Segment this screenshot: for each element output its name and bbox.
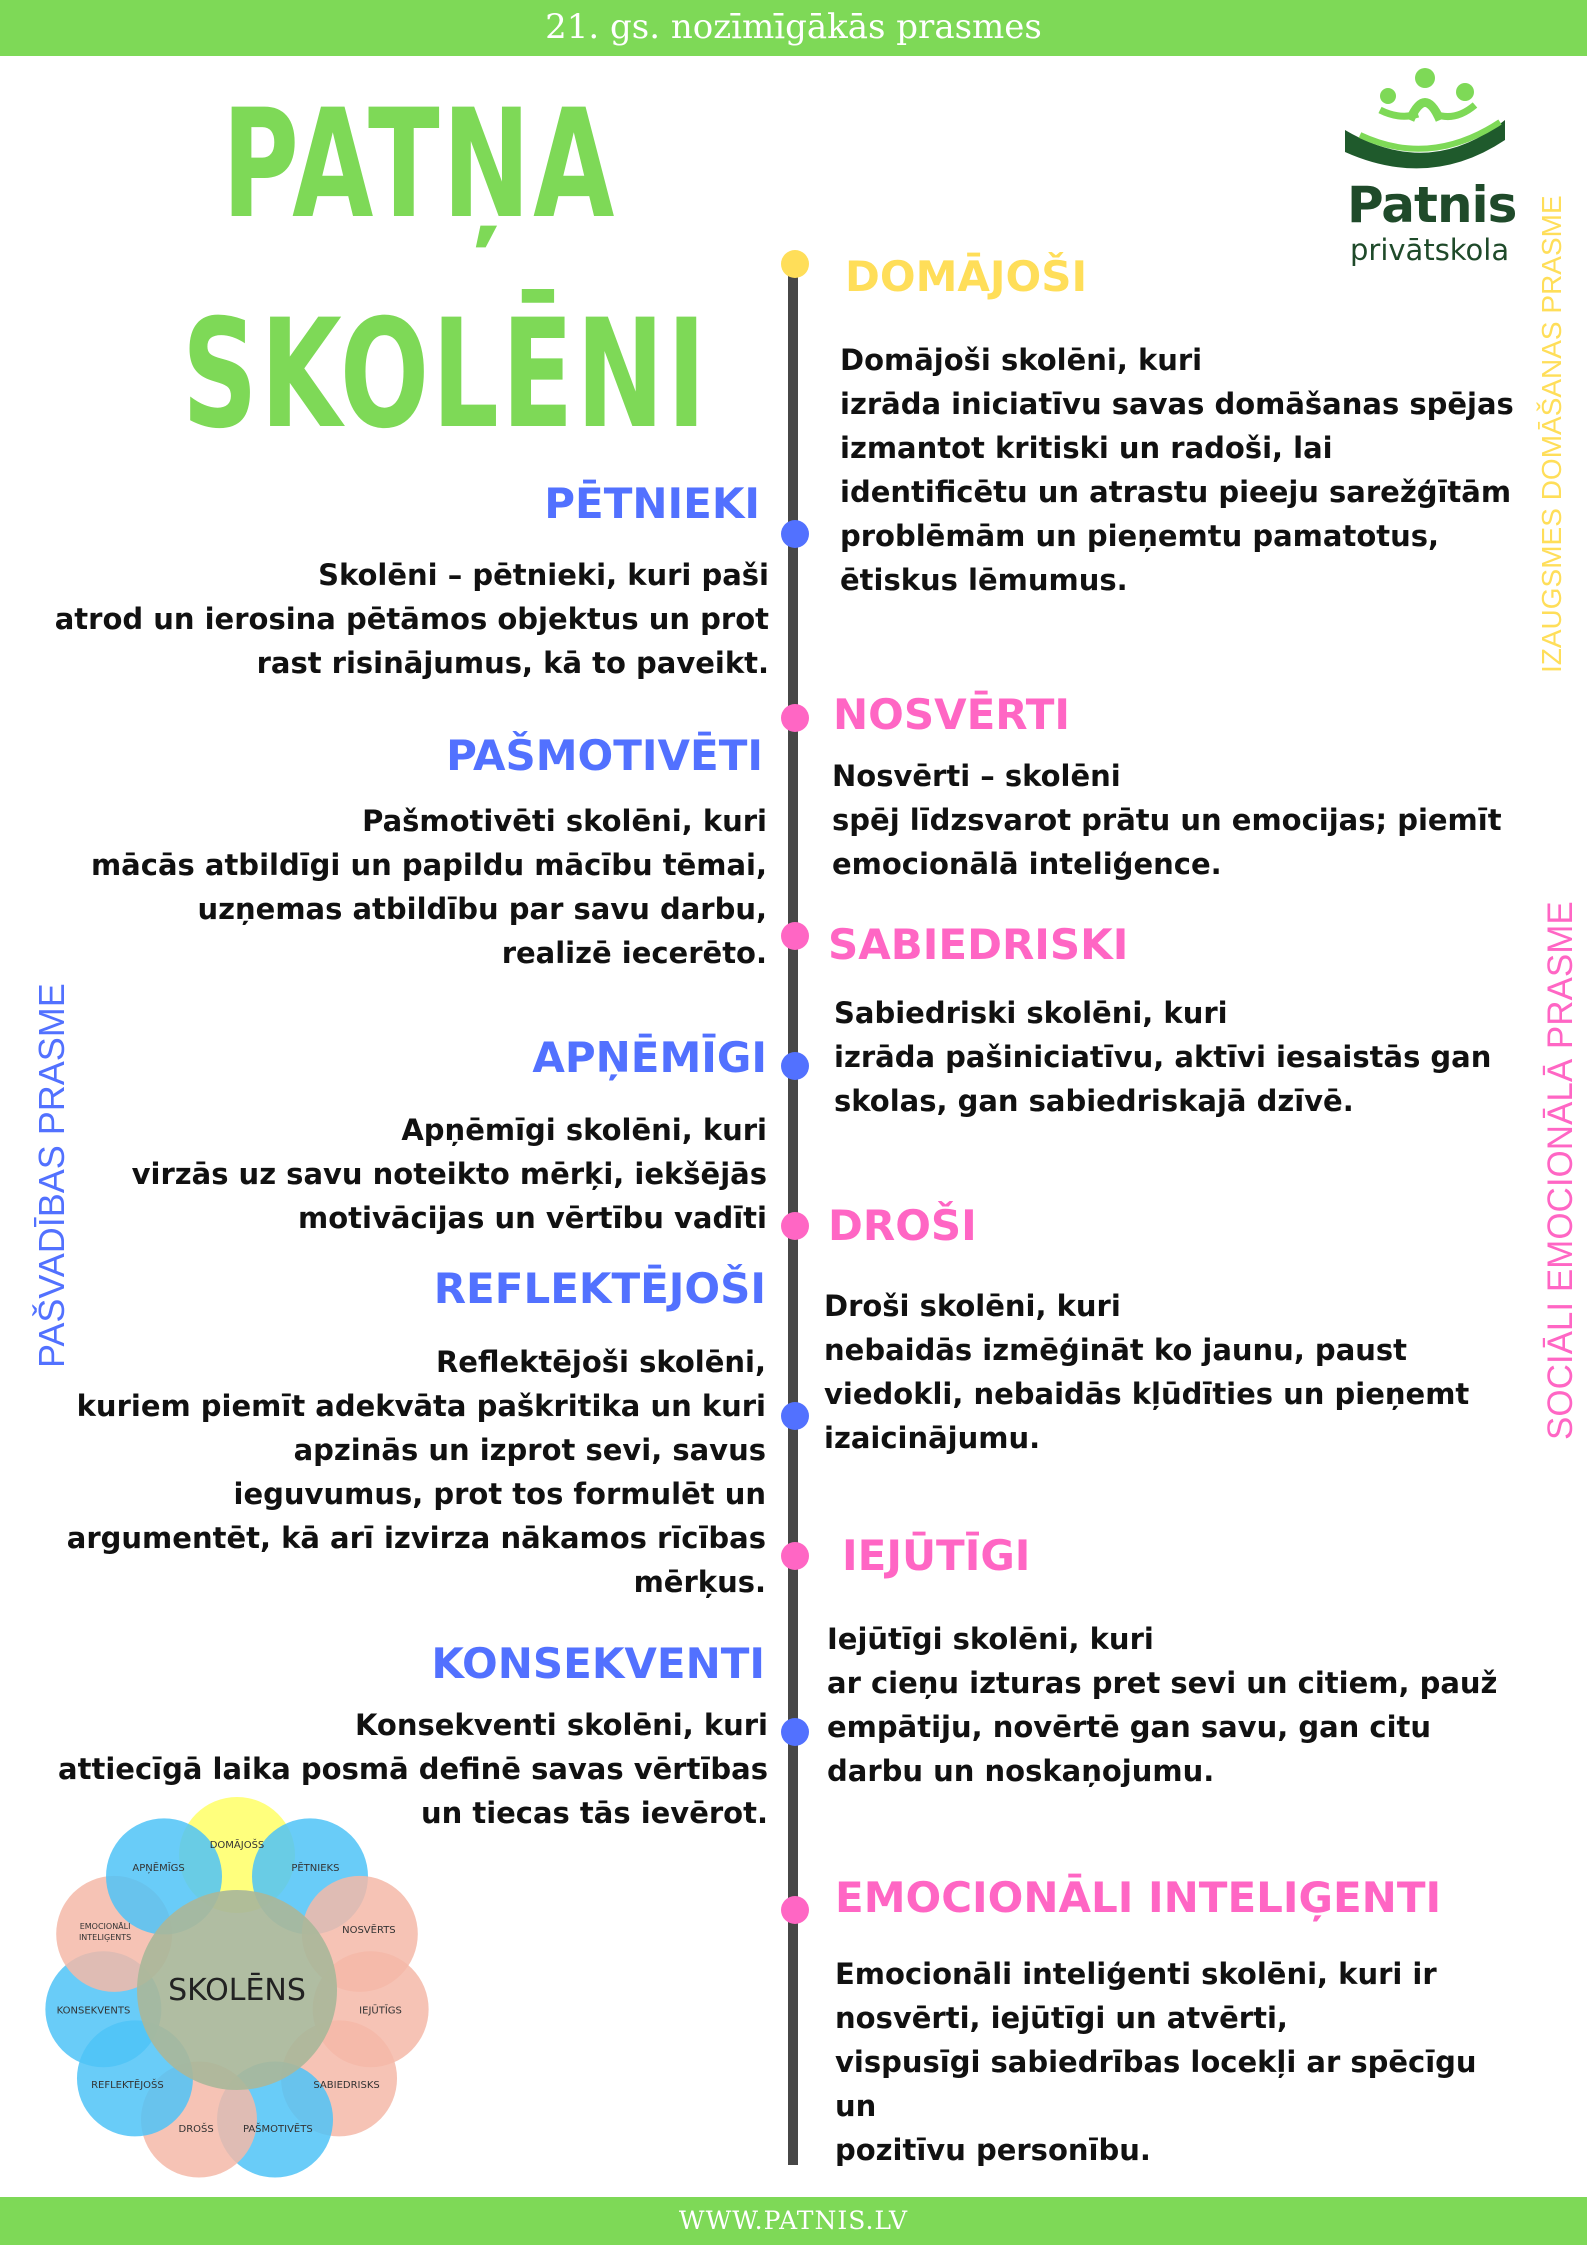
desc-nosverti: Nosvērti – skolēni spēj līdzsvarot prātu un emocijas; piemīt emocionālā inteliģence. [832,759,1502,881]
side-label-right-bottom: SOCIĀLI EMOCIONĀLĀ PRASME [1541,901,1580,1440]
diagram-petal-label: DROŠS [178,2124,214,2136]
timeline-dot [781,1052,809,1080]
diagram-petal-label: EMOCIONĀLI INTELIĢENTS [78,1921,132,1942]
desc-emocionali-inteligenti: Emocionāli inteliģenti skolēni, kuri ir nosvērti, iejūtīgi un atvērti, vispusīgi sabiedrības locekļi ar spēcīgu un pozitīvu personību. [835,1957,1477,2167]
timeline-dot [781,520,809,548]
skolens-diagram [30,1780,460,2200]
desc-drosi: Droši skolēni, kuri nebaidās izmēģināt ko jaunu, paust viedokli, nebaidās kļūdīties un pieņemt izaicinājumu. [824,1289,1470,1455]
timeline-dot [781,1402,809,1430]
heading-nosverti: NOSVĒRTI [833,690,1071,739]
side-label-left: PAŠVADĪBAS PRASME [31,983,72,1368]
diagram-petal-label: PĒTNIEKS [291,1863,340,1875]
desc-konsekventi: Konsekventi skolēni, kuri attiecīgā laika posmā definē savas vērtības un tiecas tās ievērot. [58,1708,768,1830]
diagram-petal-label: IEJŪTĪGS [359,2005,402,2017]
title-line-2: SKOLĒNI [182,288,709,462]
desc-petnieki: Skolēni – pētnieki, kuri paši atrod un ierosina pētāmos objektus un prot rast risinājumus, kā to paveikt. [54,558,769,680]
heading-pasmotiveti: PAŠMOTIVĒTI [446,731,763,780]
timeline-dot [781,1212,809,1240]
timeline-dot [781,922,809,950]
heading-apnemigi: APŅĒMĪGI [532,1033,767,1082]
diagram-petal-label: DOMĀJOŠS [209,1840,265,1851]
desc-sabiedriski: Sabiedriski skolēni, kuri izrāda pašiniciatīvu, aktīvi iesaistās gan skolas, gan sabiedriskajā dzīvē. [834,996,1492,1118]
timeline-dot [781,1896,809,1924]
diagram-petal-label: PAŠMOTIVĒTS [242,2124,313,2136]
footer-url: WWW.PATNIS.LV [0,2197,1587,2245]
heading-petnieki: PĒTNIEKI [544,479,760,528]
desc-domajosi: Domājoši skolēni, kuri izrāda iniciatīvu savas domāšanas spējas izmantot kritiski un radoši, lai identificētu un atrastu pieeju sarežģītām problēmām un pieņemtu pamatotus, ētiskus lēmumus. [840,343,1514,597]
heading-sabiedriski: SABIEDRISKI [828,920,1129,969]
heading-konsekventi: KONSEKVENTI [431,1639,765,1688]
heading-drosi: DROŠI [828,1201,977,1250]
timeline-dot [781,1542,809,1570]
desc-iejutigi: Iejūtīgi skolēni, kuri ar cieņu izturas pret sevi un citiem, pauž empātiju, novērtē gan savu, gan citu darbu un noskaņojumu. [827,1622,1498,1788]
header-banner: 21. gs. nozīmīgākās prasmes [0,0,1587,56]
desc-reflektejosi: Reflektējoši skolēni, kuriem piemīt adekvāta paškritika un kuri apzinās un izprot sevi, savus ieguvumus, prot tos formulēt un argumentēt, kā arī izvirza nākamos rīcības mērķus. [66,1345,766,1599]
heading-iejutigi: IEJŪTĪGI [842,1531,1031,1580]
diagram-petal-label: REFLEKTĒJOŠS [91,2079,164,2091]
diagram-petal-label: NOSVĒRTS [342,1924,396,1936]
title-line-1: PATŅA [222,78,618,252]
heading-emocionali-inteligenti: EMOCIONĀLI INTELIĢENTI [835,1873,1442,1922]
desc-pasmotiveti: Pašmotivēti skolēni, kuri mācās atbildīgi un papildu mācību tēmai, uzņemas atbildību par savu darbu, realizē iecerēto. [90,804,767,970]
timeline-dot [781,250,809,278]
diagram-petal-label: KONSEKVENTS [56,2005,131,2017]
side-label-right-top: IZAUGSMES DOMĀŠANAS PRASME [1536,195,1567,673]
patnis-logo-icon [1340,60,1510,175]
logo-name: Patnis [1347,176,1517,234]
diagram-petal-label: SABIEDRISKS [313,2079,380,2091]
logo-subtitle: privātskola [1350,233,1510,267]
timeline-dot [781,1718,809,1746]
diagram-center-label: SKOLĒNS [168,1973,306,2008]
desc-apnemigi: Apņēmīgi skolēni, kuri virzās uz savu noteikto mērķi, iekšējās motivācijas un vērtību vadīti [131,1113,767,1235]
timeline-dot [781,704,809,732]
diagram-petal-label: APŅĒMĪGS [132,1863,185,1875]
heading-domajosi: DOMĀJOŠI [845,252,1088,301]
heading-reflektejosi: REFLEKTĒJOŠI [433,1264,766,1313]
